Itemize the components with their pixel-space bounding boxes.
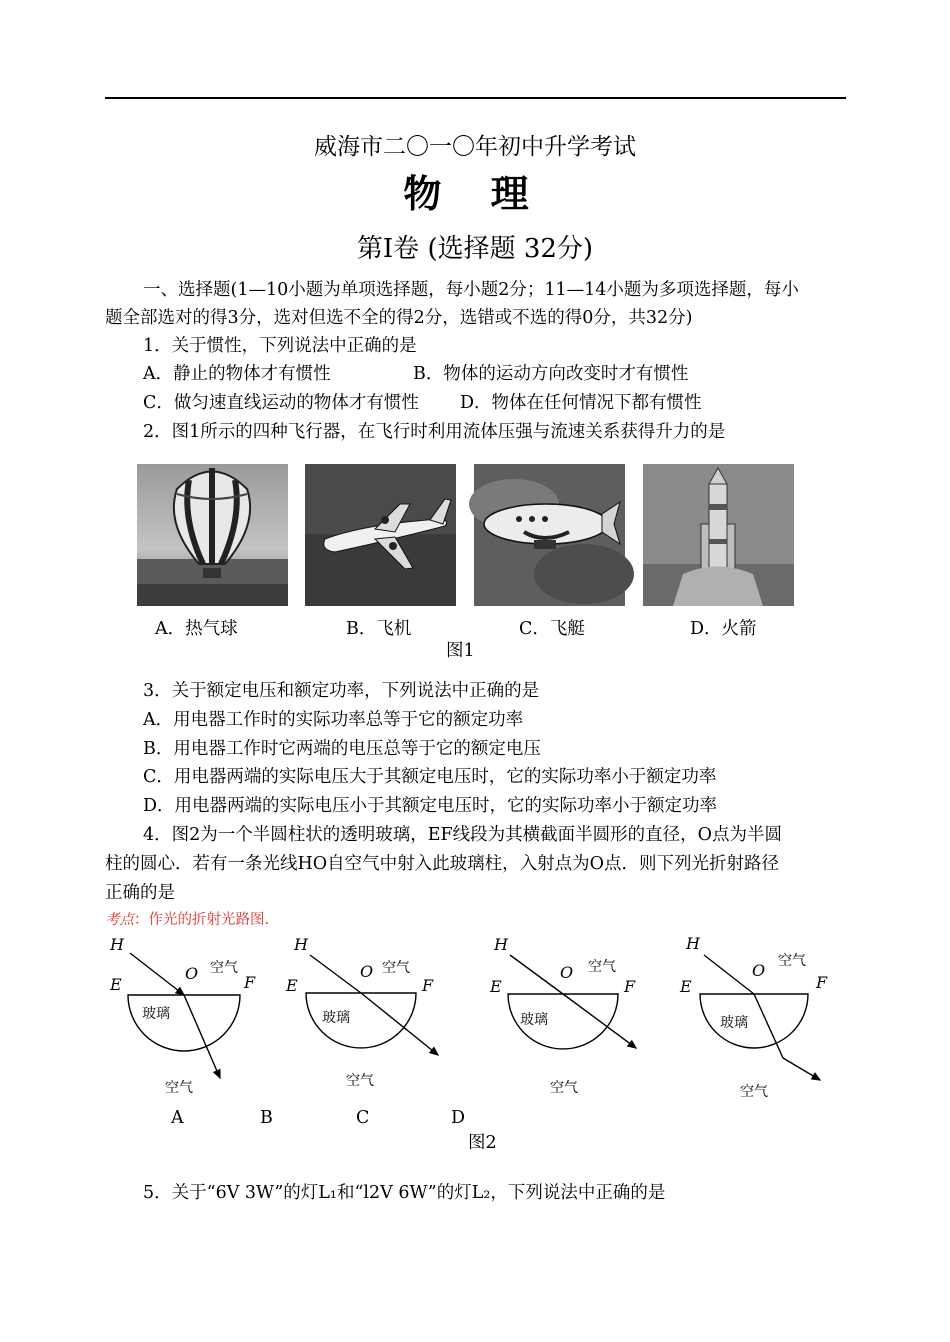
q2-caption-d: D．火箭 <box>690 619 757 639</box>
label-air-top: 空气 <box>382 960 410 976</box>
label-f: F <box>816 973 828 992</box>
q1-stem: 1．关于惯性，下列说法中正确的是 <box>143 336 417 356</box>
label-o: O <box>185 964 199 983</box>
q1-option-d: D．物体在任何情况下都有惯性 <box>460 393 702 413</box>
label-h: H <box>494 935 508 954</box>
q1-option-c: C．做匀速直线运动的物体才有惯性 <box>143 393 419 413</box>
q4-stem-line-2: 柱的圆心．若有一条光线HO自空气中射入此玻璃柱，入射点为O点．则下列光折射路径 <box>105 854 779 874</box>
refraction-diagram-a <box>100 930 256 1100</box>
label-air-bottom: 空气 <box>165 1080 193 1096</box>
label-o: O <box>752 961 766 980</box>
refraction-diagram-d <box>676 930 846 1110</box>
figure-1-label: 图1 <box>446 641 475 661</box>
q5-stem: 5．关于“6V 3W”的灯L₁和“l2V 6W”的灯L₂，下列说法中正确的是 <box>143 1183 666 1203</box>
label-glass: 玻璃 <box>520 1012 548 1028</box>
label-glass: 玻璃 <box>142 1006 170 1022</box>
exam-title: 威海市二〇一〇年初中升学考试 <box>314 134 636 160</box>
q2-caption-b: B．飞机 <box>346 619 412 639</box>
instructions-line-1: 一、选择题(1—10小题为单项选择题，每小题2分；11—14小题为多项选择题，每小 <box>143 280 799 300</box>
label-e: E <box>680 977 692 996</box>
q4-option-d: D <box>451 1108 466 1128</box>
label-o: O <box>560 963 574 982</box>
q4-option-c: C <box>356 1108 370 1128</box>
kaodian-note <box>105 908 269 929</box>
label-f: F <box>422 976 434 995</box>
airplane-photo <box>305 464 456 606</box>
label-h: H <box>686 934 700 953</box>
label-e: E <box>490 977 502 996</box>
q1-option-b: B．物体的运动方向改变时才有惯性 <box>413 364 689 384</box>
q4-stem-line-1: 4．图2为一个半圆柱状的透明玻璃，EF线段为其横截面半圆形的直径，O点为半圆 <box>143 825 783 845</box>
label-e: E <box>110 975 122 994</box>
q2-caption-a: A．热气球 <box>155 619 238 639</box>
airship-photo <box>474 464 625 606</box>
q4-option-a: A <box>171 1108 184 1128</box>
label-glass: 玻璃 <box>322 1010 350 1026</box>
rocket-photo <box>643 464 794 606</box>
figure-2-label: 图2 <box>468 1133 497 1153</box>
q3-option-c: C．用电器两端的实际电压大于其额定电压时，它的实际功率小于额定功率 <box>143 767 717 787</box>
subject-title: 物 理 <box>403 171 547 216</box>
hot-air-balloon-photo <box>137 464 288 606</box>
refraction-diagram-c <box>486 930 646 1100</box>
label-o: O <box>360 962 374 981</box>
label-f: F <box>244 973 256 992</box>
label-air-bottom: 空气 <box>550 1080 578 1096</box>
label-air-top: 空气 <box>778 953 806 969</box>
kaodian-text: ：作光的折射光路图. <box>134 912 270 928</box>
label-air-bottom: 空气 <box>346 1073 374 1089</box>
section-title: 第Ⅰ卷 (选择题 32分) <box>356 234 594 264</box>
label-air-top: 空气 <box>588 959 616 975</box>
top-rule <box>105 97 846 99</box>
q4-stem-line-3: 正确的是 <box>105 883 175 903</box>
q3-option-a: A．用电器工作时的实际功率总等于它的额定功率 <box>143 710 524 730</box>
q3-option-d: D．用电器两端的实际电压小于其额定电压时，它的实际功率小于额定功率 <box>143 796 718 816</box>
q3-stem: 3．关于额定电压和额定功率，下列说法中正确的是 <box>143 681 540 701</box>
label-f: F <box>624 977 636 996</box>
label-air-top: 空气 <box>210 960 238 976</box>
instructions-line-2: 题全部选对的得3分，选对但选不全的得2分，选错或不选的得0分，共32分) <box>105 308 693 328</box>
q2-caption-c: C．飞艇 <box>519 619 585 639</box>
label-h: H <box>294 935 308 954</box>
q4-option-b: B <box>260 1108 273 1128</box>
label-e: E <box>286 976 298 995</box>
label-h: H <box>110 935 124 954</box>
q1-option-a: A．静止的物体才有惯性 <box>143 364 331 384</box>
label-glass: 玻璃 <box>720 1015 748 1031</box>
label-air-bottom: 空气 <box>740 1084 768 1100</box>
refraction-diagram-b <box>282 930 442 1100</box>
q2-stem: 2．图1所示的四种飞行器，在飞行时利用流体压强与流速关系获得升力的是 <box>143 422 726 442</box>
q3-option-b: B．用电器工作时它两端的电压总等于它的额定电压 <box>143 739 541 759</box>
kaodian-label: 考点 <box>105 912 134 928</box>
